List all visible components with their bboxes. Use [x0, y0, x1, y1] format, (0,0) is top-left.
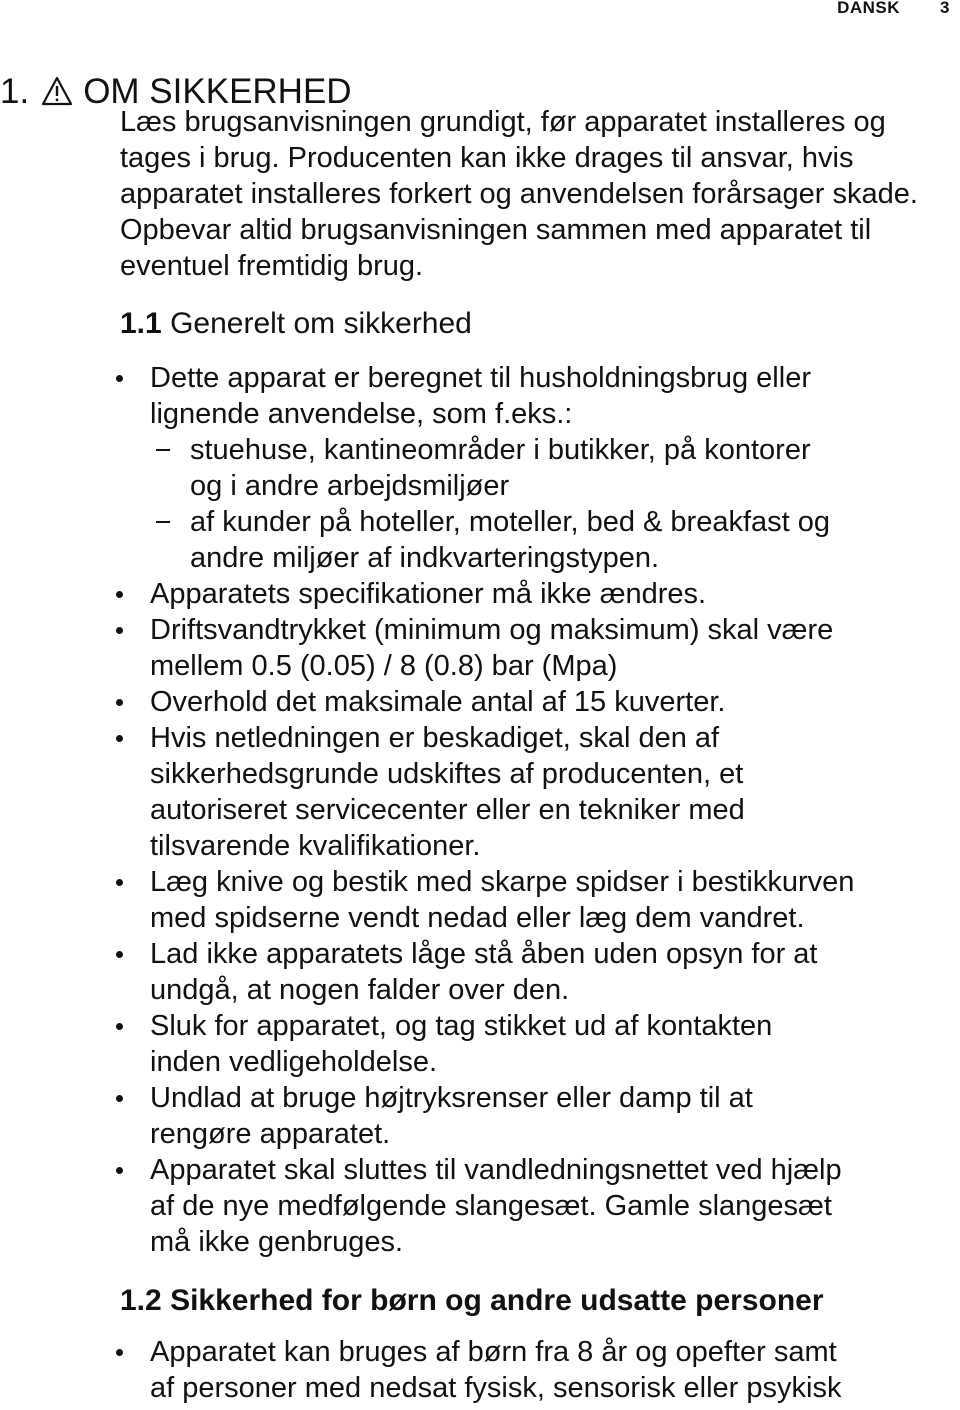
- list-item-text: af kunder på hoteller, moteller, bed & breakfast og andre miljøer af indkvarteringstypen.: [190, 506, 831, 574]
- list-item: [110, 576, 960, 612]
- bullet-icon: [116, 699, 123, 706]
- intro-paragraph: Læs brugsanvisningen grundigt, før apparatet installeres og tages i brug. Producenten kan ikke drages til ansvar, hvis apparatet installeres forkert og anvendelsen forårsager skade. Opbevar altid brugsanvisningen sammen med apparatet til eventuel fremtidig brug.: [120, 106, 918, 282]
- list-item-text: Overhold det maksimale antal af 15 kuverter.: [150, 686, 726, 718]
- subsection-number: 1.2: [120, 1284, 162, 1317]
- subsection-title: Sikkerhed for børn og andre udsatte personer: [170, 1284, 824, 1317]
- list-item: [110, 864, 960, 936]
- list-item: [110, 612, 960, 684]
- running-header: [837, 0, 950, 18]
- sub-list-item: [110, 504, 960, 576]
- bullet-icon: [116, 735, 123, 742]
- subsection-number: 1.1: [120, 307, 162, 340]
- page-number: 3: [940, 0, 950, 17]
- dash-marker-icon: [156, 521, 170, 523]
- list-item-text: Apparatet kan bruges af børn fra 8 år og opefter samt af personer med nedsat fysisk, sensorisk eller psykisk: [150, 1336, 842, 1404]
- bullet-icon: [116, 879, 123, 886]
- bullet-icon: [116, 591, 123, 598]
- list-item-text: stuehuse, kantineområder i butikker, på kontorer og i andre arbejdsmiljøer: [190, 434, 811, 502]
- list-item-text: Driftsvandtrykket (minimum og maksimum) skal være mellem 0.5 (0.05) / 8 (0.8) bar (Mpa): [150, 614, 834, 682]
- bullet-icon: [116, 1349, 123, 1356]
- list-item-text: Læg knive og bestik med skarpe spidser i bestikkurven med spidserne vendt nedad eller læg dem vandret.: [150, 866, 855, 934]
- list-item: [110, 1334, 960, 1406]
- list-item: [110, 360, 960, 432]
- subsection-title: Generelt om sikkerhed: [170, 307, 472, 340]
- bullet-icon: [116, 1167, 123, 1174]
- list-item: [110, 720, 960, 864]
- bullet-icon: [116, 1023, 123, 1030]
- list-item: [110, 1152, 960, 1260]
- list-item-text: Hvis netledningen er beskadiget, skal den af sikkerhedsgrunde udskiftes af producenten, et autoriseret servicecenter eller en tekniker med tilsvarende kvalifikationer.: [150, 722, 745, 862]
- safety-list-general: [110, 360, 960, 1260]
- list-item-text: Sluk for apparatet, og tag stikket ud af kontakten inden vedligeholdelse.: [150, 1010, 773, 1078]
- sub-list-item: [110, 432, 960, 504]
- list-item: [110, 936, 960, 1008]
- subsection-heading-general: [120, 306, 472, 342]
- list-item-text: Undlad at bruge højtryksrenser eller damp til at rengøre apparatet.: [150, 1082, 753, 1150]
- list-item: [110, 1008, 960, 1080]
- bullet-icon: [116, 375, 123, 382]
- list-item-text: Apparatet skal sluttes til vandledningsnettet ved hjælp af de nye medfølgende slangesæt. Gamle slangesæt må ikke genbruges.: [150, 1154, 842, 1258]
- bullet-icon: [116, 951, 123, 958]
- header-language: DANSK: [837, 0, 901, 17]
- bullet-icon: [116, 627, 123, 634]
- list-item-text: Apparatets specifikationer må ikke ændres.: [150, 578, 707, 610]
- section-number: 1.: [0, 72, 30, 112]
- safety-list-children: [110, 1334, 960, 1406]
- warning-triangle-icon: [41, 74, 73, 104]
- bullet-icon: [116, 1095, 123, 1102]
- list-item: [110, 1080, 960, 1152]
- subsection-heading-children: [120, 1283, 824, 1319]
- list-item-text: Lad ikke apparatets låge stå åben uden opsyn for at undgå, at nogen falder over den.: [150, 938, 818, 1006]
- section-title-text: OM SIKKERHED: [83, 72, 352, 112]
- dash-marker-icon: [156, 449, 170, 451]
- list-item: [110, 684, 960, 720]
- list-item-text: Dette apparat er beregnet til husholdningsbrug eller lignende anvendelse, som f.eks.:: [150, 362, 811, 430]
